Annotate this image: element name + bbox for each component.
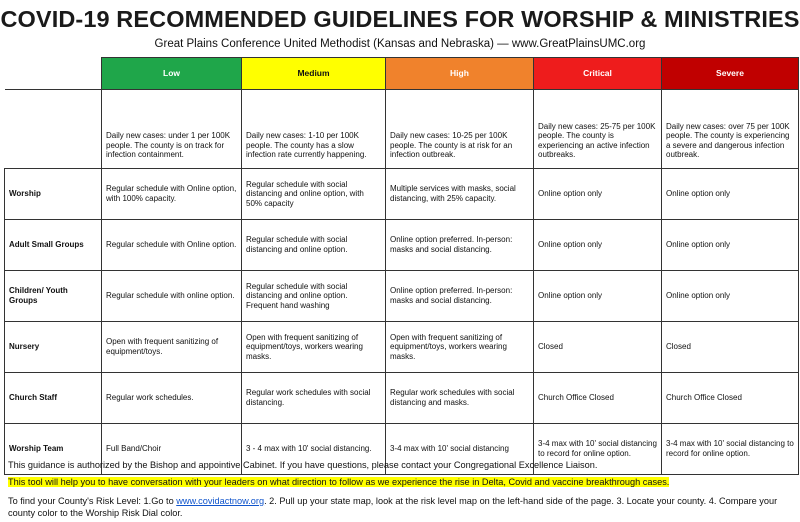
corner-cell xyxy=(5,90,102,169)
corner-cell xyxy=(5,58,102,90)
page-title: COVID-19 RECOMMENDED GUIDELINES FOR WORSHIP & MINISTRIES xyxy=(0,6,800,32)
table-cell: 3 - 4 max with 10' social distancing. xyxy=(242,424,386,475)
table-row-nursery xyxy=(5,322,799,373)
level-critical-description: Daily new cases: 25-75 per 100K people. The county is experiencing an active infection outbreaks. xyxy=(534,90,662,169)
row-label-children-youth-groups: Children/ Youth Groups xyxy=(5,271,102,322)
table-cell: Regular schedule with online option. xyxy=(102,271,242,322)
table-cell: Regular schedule with social distancing and online option, with 50% capacity xyxy=(242,169,386,220)
level-high-description: Daily new cases: 10-25 per 100K people. The county is at risk for an infection outbreak. xyxy=(386,90,534,169)
table-cell: Regular work schedules with social distancing and masks. xyxy=(386,373,534,424)
table-cell: 3-4 max with 10' social distancing to record for online option. xyxy=(662,424,799,475)
table-cell: Church Office Closed xyxy=(662,373,799,424)
table-cell: Online option only xyxy=(662,271,799,322)
level-low-description: Daily new cases: under 1 per 100K people. The county is on track for infection containment. xyxy=(102,90,242,169)
level-medium-description: Daily new cases: 1-10 per 100K people. The county has a slow infection rate currently happening. xyxy=(242,90,386,169)
table-cell: Online option only xyxy=(662,220,799,271)
highlight-text: This tool will help you to have conversation with your leaders on what direction to follow as we experience the rise in Delta, Covid and vaccine breakthrough cases. xyxy=(8,477,670,487)
instructions-intro: To find your County's Risk Level: 1.Go to xyxy=(8,496,177,506)
table-cell: Regular work schedules with social distancing. xyxy=(242,373,386,424)
table-cell: Multiple services with masks, social distancing, with 25% capacity. xyxy=(386,169,534,220)
page-subtitle: Great Plains Conference United Methodist (Kansas and Nebraska) — www.GreatPlainsUMC.org xyxy=(154,38,646,50)
row-label-worship-team: Worship Team xyxy=(5,424,102,475)
risk-level-header-row xyxy=(5,58,799,90)
table-row-worship xyxy=(5,169,799,220)
table-cell: Regular schedule with Online option. xyxy=(102,220,242,271)
level-critical-header: Critical xyxy=(534,58,662,90)
table-cell: Regular schedule with social distancing and online option. Frequent hand washing xyxy=(242,271,386,322)
instructions-end: county color to the Worship Risk Dial color. xyxy=(8,508,183,519)
table-cell: Online option only xyxy=(534,271,662,322)
table-cell: Online option preferred. In-person: masks and social distancing. xyxy=(386,271,534,322)
level-low-header: Low xyxy=(102,58,242,90)
level-severe-header: Severe xyxy=(662,58,799,90)
table-cell: Regular schedule with social distancing and online option. xyxy=(242,220,386,271)
row-label-adult-small-groups: Adult Small Groups xyxy=(5,220,102,271)
table-cell: Closed xyxy=(534,322,662,373)
highlight-note xyxy=(8,477,669,487)
row-label-church-staff: Church Staff xyxy=(5,373,102,424)
table-cell: Full Band/Choir xyxy=(102,424,242,475)
row-label-worship: Worship xyxy=(5,169,102,220)
instructions-note xyxy=(8,495,777,520)
level-medium-header: Medium xyxy=(242,58,386,90)
table-cell: Online option preferred. In-person: masks and social distancing. xyxy=(386,220,534,271)
table-cell: Open with frequent sanitizing of equipment/toys, workers wearing masks. xyxy=(242,322,386,373)
row-label-nursery: Nursery xyxy=(5,322,102,373)
table-cell: Closed xyxy=(662,322,799,373)
level-severe-description: Daily new cases: over 75 per 100K people. The county is experiencing a severe and dangerous infection outbreak. xyxy=(662,90,799,169)
table-cell: Church Office Closed xyxy=(534,373,662,424)
table-row-adult-small-groups xyxy=(5,220,799,271)
table-cell: Online option only xyxy=(662,169,799,220)
covidactnow-link[interactable]: www.covidactnow.org xyxy=(176,496,265,506)
table-cell: 3-4 max with 10' social distancing xyxy=(386,424,534,475)
table-cell: Open with frequent sanitizing of equipment/toys, workers wearing masks. xyxy=(386,322,534,373)
level-description-row xyxy=(5,90,799,169)
level-high-header: High xyxy=(386,58,534,90)
table-cell: Regular schedule with Online option, with 100% capacity. xyxy=(102,169,242,220)
guidelines-table xyxy=(4,57,799,475)
instructions-steps: . 2. Pull up your state map, look at the risk level map on the left-hand side of the page. 3. Locate your county. 4. Compare your xyxy=(264,496,778,506)
authorization-note: This guidance is authorized by the Bishop and appointive Cabinet. If you have questions, please contact your Congregational Excellence Liaison. xyxy=(8,460,598,470)
table-cell: 3-4 max with 10' social distancing to record for online option. xyxy=(534,424,662,475)
table-cell: Open with frequent sanitizing of equipment/toys. xyxy=(102,322,242,373)
table-cell: Regular work schedules. xyxy=(102,373,242,424)
table-cell: Online option only xyxy=(534,220,662,271)
table-row-children-youth-groups xyxy=(5,271,799,322)
table-cell: Online option only xyxy=(534,169,662,220)
table-row-church-staff xyxy=(5,373,799,424)
